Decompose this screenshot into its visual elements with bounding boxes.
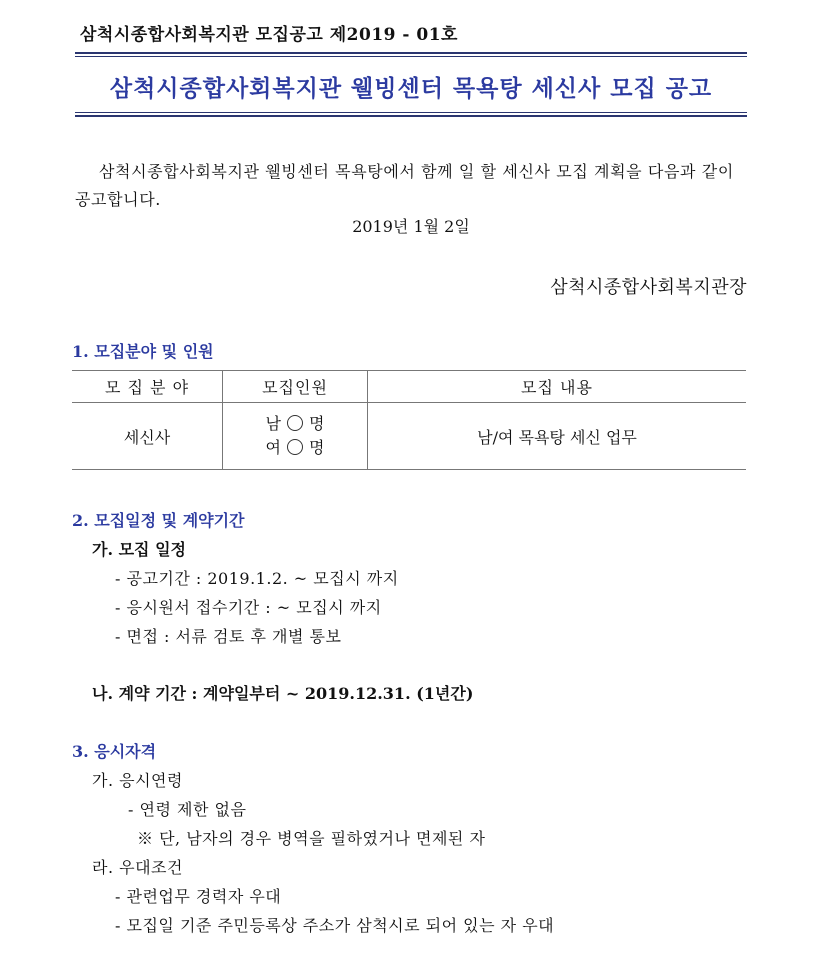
- section-3-sub-b: 라. 우대조건: [92, 858, 183, 877]
- section-2-sub-a: 가. 모집 일정: [92, 540, 186, 559]
- blank-circle-icon: [287, 439, 303, 455]
- document-title: 삼척시종합사회복지관 웰빙센터 목욕탕 세신사 모집 공고: [109, 75, 713, 102]
- blank-circle-icon: [287, 415, 303, 431]
- count-male: [224, 412, 366, 436]
- count-female-unit: 명: [309, 438, 325, 457]
- cell-field: 세신사: [72, 403, 223, 470]
- military-note: ※ 단, 남자의 경우 병역을 필하였거나 면제된 자: [137, 829, 486, 848]
- table-header-row: [72, 371, 746, 403]
- col-header-field: 모 집 분 야: [72, 371, 223, 403]
- table-row: [72, 403, 746, 470]
- section-3-heading: 3. 응시자격: [72, 742, 157, 761]
- cell-count: [223, 403, 368, 470]
- count-female-label: 여: [265, 438, 281, 457]
- schedule-item: - 공고기간 : 2019.1.2. ~ 모집시 까지: [115, 569, 399, 588]
- section-2-heading: 2. 모집일정 및 계약기간: [72, 511, 245, 530]
- title-top-rule-thin: [75, 56, 747, 57]
- col-header-count: 모집인원: [223, 371, 368, 403]
- schedule-item: - 응시원서 접수기간 : ~ 모집시 까지: [115, 598, 382, 617]
- cell-content: 남/여 목욕탕 세신 업무: [368, 403, 747, 470]
- title-bottom-rule-thin: [75, 112, 747, 113]
- age-item: - 연령 제한 없음: [128, 800, 247, 819]
- recruitment-table: [72, 370, 746, 470]
- notice-date: 2019년 1월 2일: [352, 217, 470, 236]
- section-3-sub-a: 가. 응시연령: [92, 771, 183, 790]
- signer: 삼척시종합사회복지관장: [550, 277, 747, 298]
- preference-item: - 관련업무 경력자 우대: [115, 887, 282, 906]
- notice-number: 삼척시종합사회복지관 모집공고 제2019 - 01호: [80, 25, 458, 45]
- col-header-content: 모집 내용: [368, 371, 747, 403]
- count-female: [224, 436, 366, 460]
- schedule-item: - 면접 : 서류 검토 후 개별 통보: [115, 627, 342, 646]
- title-top-rule: [75, 52, 747, 54]
- title-bottom-rule: [75, 115, 747, 117]
- contract-period: 나. 계약 기간 : 계약일부터 ~ 2019.12.31. (1년간): [92, 684, 474, 703]
- count-male-label: 남: [265, 414, 281, 433]
- section-1-heading: 1. 모집분야 및 인원: [72, 342, 214, 361]
- preference-item: - 모집일 기준 주민등록상 주소가 삼척시로 되어 있는 자 우대: [115, 916, 555, 935]
- count-male-unit: 명: [309, 414, 325, 433]
- intro-paragraph: 삼척시종합사회복지관 웰빙센터 목욕탕에서 함께 일 할 세신사 모집 계획을 다음과 같이 공고합니다.: [75, 162, 734, 209]
